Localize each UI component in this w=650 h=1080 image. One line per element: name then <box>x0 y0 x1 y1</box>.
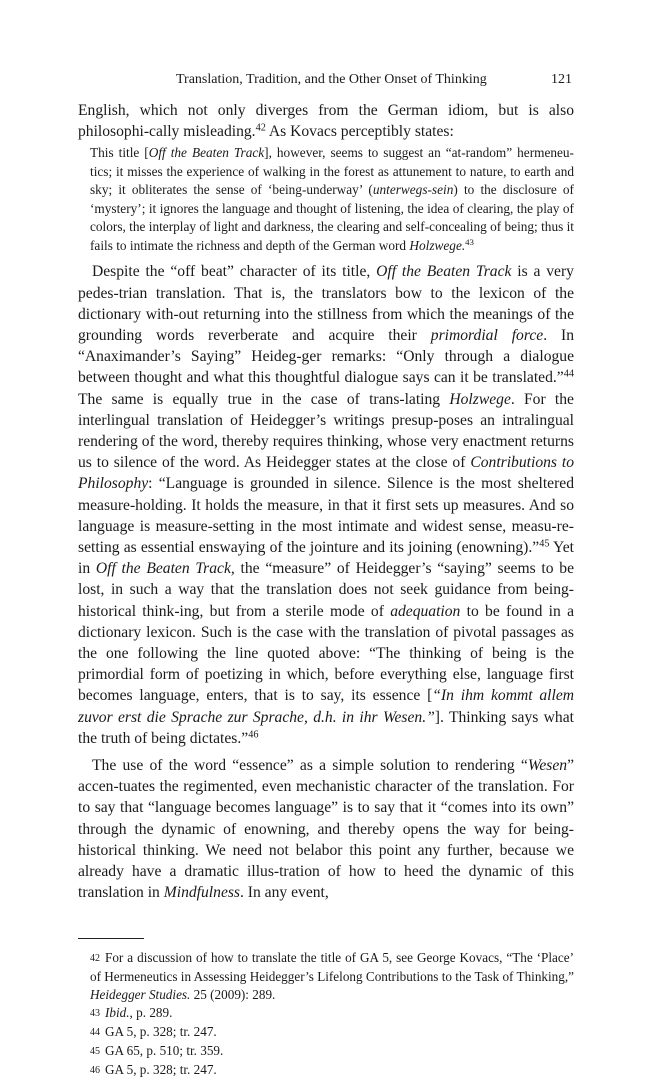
text-run: As Kovacs perceptibly states: <box>265 123 454 141</box>
italic-run: Mindfulness <box>163 884 240 902</box>
text-run: ) to the disclosure of ‘mystery’; it ignores the language and thought of listening, the idea of clearing, the play of colors, the interplay of light and darkness, the clearing and self-concealing of being; thus it fails to intimate the richness and depth of the German word <box>90 182 574 253</box>
italic-run: “In ihm kommt allem zuvor erst die Sprache zur Sprache, d.h. in ihr Wesen.” <box>78 687 574 726</box>
footnote-mark: 44 <box>90 1026 100 1038</box>
italic-run: Contributions to Philosophy <box>78 454 575 493</box>
paragraph-2 <box>78 261 574 749</box>
text-run: Despite the “off beat” character of its title, <box>92 263 377 281</box>
footnote-42 <box>78 949 574 1004</box>
italic-run: Holzwege <box>449 390 511 408</box>
footnote-46 <box>78 1061 574 1080</box>
footnote-ref-43[interactable]: 43 <box>465 237 474 248</box>
italic-run: adequation <box>390 602 461 620</box>
block-quote <box>90 144 574 255</box>
footnote-44 <box>78 1023 574 1042</box>
italic-run: Holzwege. <box>409 237 466 253</box>
text-run: , p. 289. <box>129 1004 173 1020</box>
italic-run: Off the Beaten Track <box>148 145 265 161</box>
page-number: 121 <box>551 72 572 87</box>
running-head-title: Translation, Tradition, and the Other Onset of Thinking <box>176 72 487 87</box>
text-run: : “Language is grounded in silence. Silence is the most sheltered measure-holding. It holds the measure, in that it first sets up measures. And so language is measure-setting in the most intimate and widest sense, measu-re-setting as essential enswaying of the jointure and its joining (enowning).” <box>78 475 574 557</box>
text-run: The same is equally true in the case of trans-lating <box>78 390 450 408</box>
footnote-45 <box>78 1042 574 1061</box>
paragraph-1 <box>78 100 574 142</box>
text-run: ]. Thinking says what the truth of being dictates.” <box>78 708 574 747</box>
text-run: is a very pedes-trian translation. That is, the translators bow to the lexicon of the dictionary with-out returning into the stillness from which the meanings of the grounding words reverberate and acquire their <box>78 263 574 345</box>
text-run: . In “Anaximander’s Saying” Heideg-ger remarks: “Only through a dialogue between thought and what this thoughtful dialogue says can it be translated.” <box>78 327 574 387</box>
paragraph-3 <box>78 755 574 903</box>
footnote-ref-45[interactable]: 45 <box>539 538 550 550</box>
italic-run: Off the Beaten Track, <box>95 560 235 578</box>
footnote-divider <box>78 938 144 939</box>
footnote-mark: 46 <box>90 1064 100 1076</box>
running-head <box>78 72 572 92</box>
italic-run: unterwegs-sein <box>372 182 454 198</box>
text-run: GA 5, p. 328; tr. 247. <box>105 1023 217 1039</box>
text-run: GA 65, p. 510; tr. 359. <box>105 1042 224 1058</box>
text-run: the “measure” of Heidegger’s “saying” seems to be lost, in such a way that the translation does not seek guidance from being-historical think-ing, but from a sterile mode of <box>78 560 574 620</box>
text-run: to be found in a dictionary lexicon. Such is the case with the translation of pivotal passages as the one following the line quoted above: “The thinking of being is the primordial form of poetizing in which, before everything else, language first becomes language, enters, that is to say, its essence [ <box>78 602 574 705</box>
page-body <box>78 100 574 1080</box>
text-run: Yet in <box>78 539 574 578</box>
text-run: ” accen-tuates the regimented, even mechanistic character of the translation. For to say that “language becomes language” is to say that it “comes into its own” through the dynamic of enowning, and thereby opens the way for being-historical thinking. We need not belabor this point any further, because we already have a dramatic illus-tration of how to heed the dynamic of this translation in <box>78 757 574 902</box>
text-run: . For the interlingual translation of Heidegger’s writings presup-poses an intralingual rendering of the word, thereby requires thinking, whose very enactment returns us to silence of the word. As Heidegger states at the close of <box>78 390 574 472</box>
footnote-ref-44[interactable]: 44 <box>563 368 574 380</box>
text-run: For a discussion of how to translate the title of GA 5, see George Kovacs, “The ‘Place’ of Hermeneutics in Assessing Heidegger’s Lifelong Contributions to the Task of Thinking,” <box>90 949 575 984</box>
footnote-ref-46[interactable]: 46 <box>248 729 259 741</box>
italic-run: Ibid. <box>105 1004 130 1020</box>
footnote-mark: 43 <box>90 1007 100 1019</box>
text-run: English, which not only diverges from the German idiom, but is also philosophi-cally misleading. <box>78 102 574 141</box>
text-run: ], however, seems to suggest an “at-random” hermeneu-tics; it misses the experience of walking in the forest as attunement to nature, to earth and sky; it obliterates the sense of ‘being-underway’ ( <box>90 145 574 198</box>
text-run: 25 (2009): 289. <box>190 986 276 1002</box>
text-run: . In any event, <box>240 884 329 902</box>
footnote-ref-42[interactable]: 42 <box>255 122 266 134</box>
footnote-43 <box>78 1004 574 1023</box>
footnote-mark: 45 <box>90 1045 100 1057</box>
italic-run: Off the Beaten Track <box>376 263 512 281</box>
italic-run: primordial force <box>430 327 544 345</box>
italic-run: Wesen <box>527 757 568 775</box>
text-run: GA 5, p. 328; tr. 247. <box>105 1061 217 1077</box>
text-run: This title [ <box>90 145 149 161</box>
footnote-mark: 42 <box>90 952 100 964</box>
italic-run: Heidegger Studies. <box>90 986 191 1002</box>
text-run: The use of the word “essence” as a simple solution to rendering “ <box>92 757 528 775</box>
